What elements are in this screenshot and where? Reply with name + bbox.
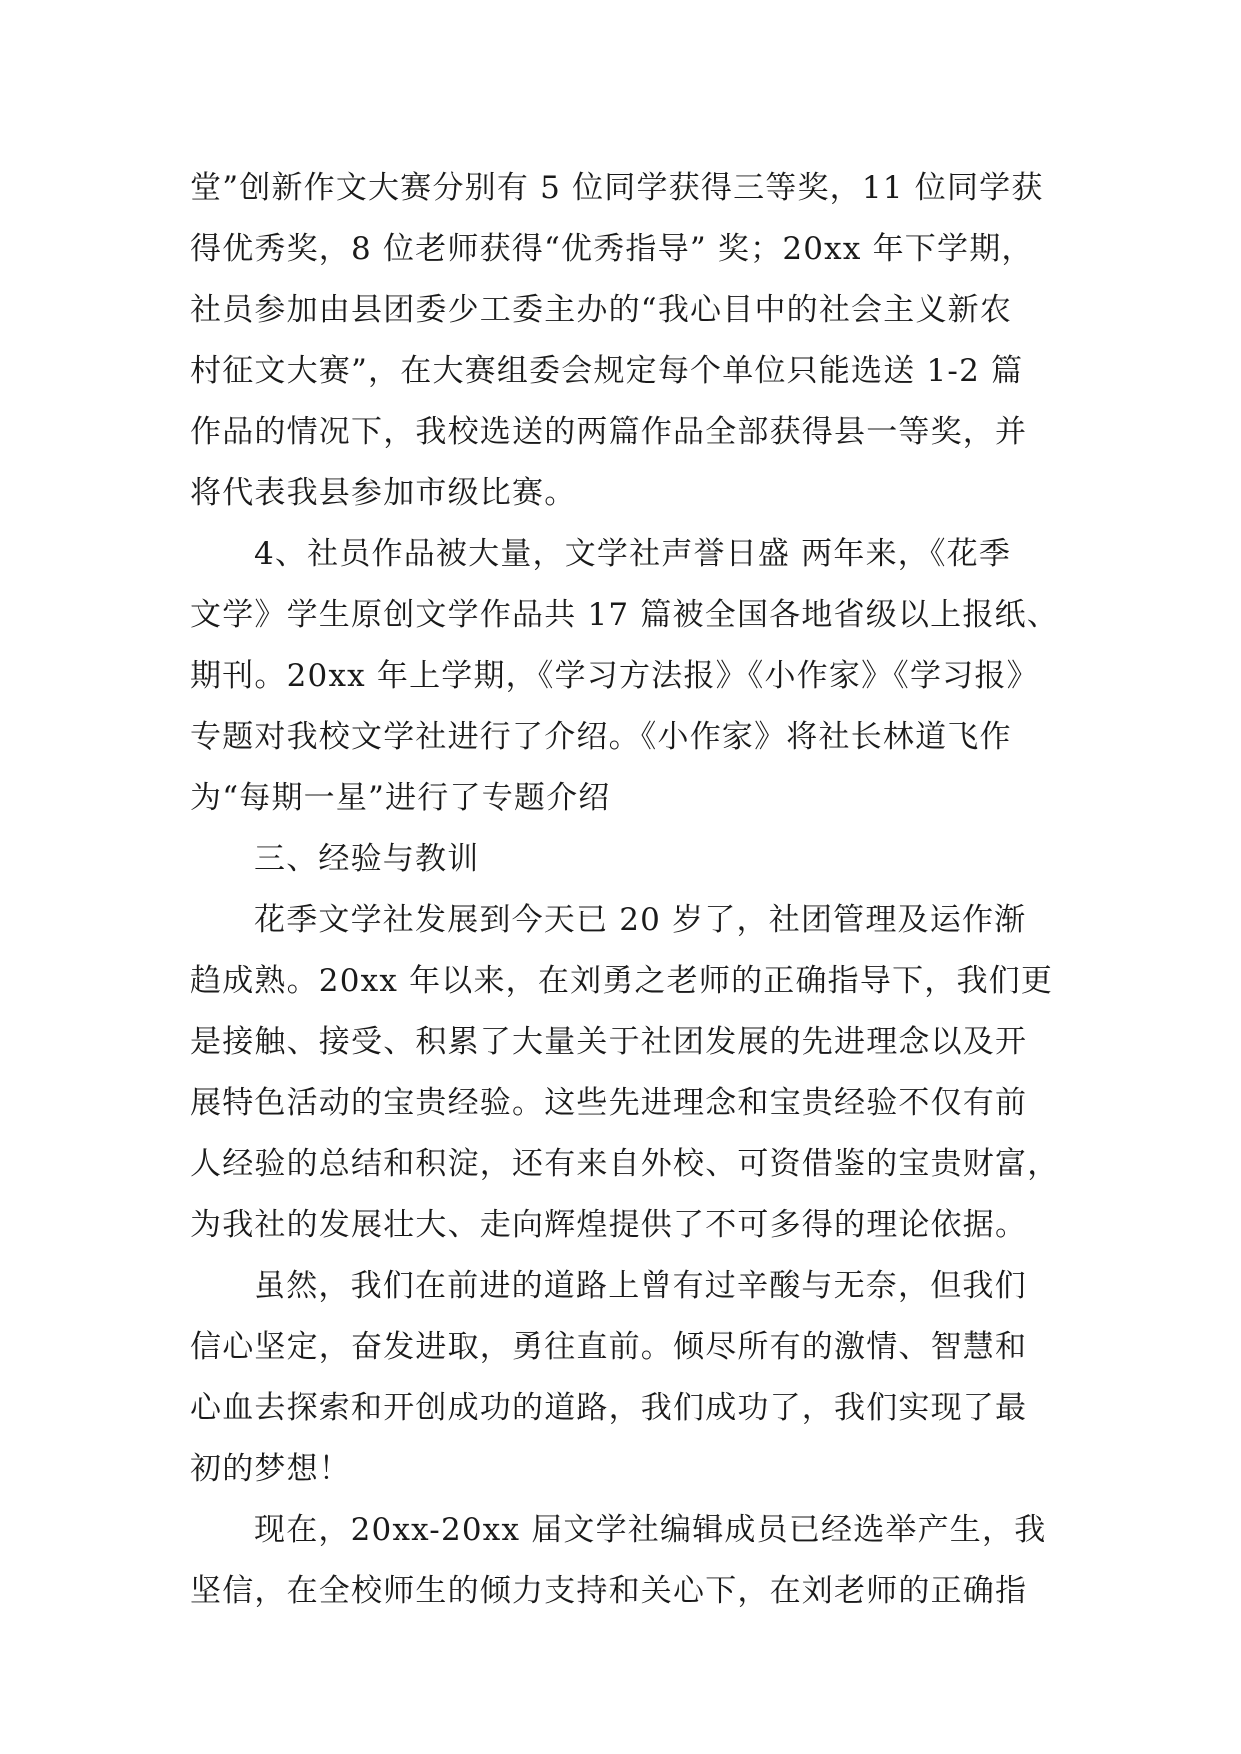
text-line: 得优秀奖，8 位老师获得“优秀指导” 奖；20xx 年下学期， (190, 231, 1034, 267)
text-line: 坚信，在全校师生的倾力支持和关心下，在刘老师的正确指 (190, 1573, 1028, 1609)
text-line: 4、社员作品被大量，文学社声誉日盛 两年来，《花季 (254, 536, 1012, 572)
text-line: 村征文大赛”，在大赛组委会规定每个单位只能选送 1-2 篇 (190, 353, 1024, 389)
text-line: 文学》学生原创文学作品共 17 篇被全国各地省级以上报纸、 (190, 597, 1059, 633)
text-line: 花季文学社发展到今天已 20 岁了，社团管理及运作渐 (254, 902, 1027, 938)
text-line: 为我社的发展壮大、走向辉煌提供了不可多得的理论依据。 (190, 1207, 1028, 1243)
text-line: 堂”创新作文大赛分别有 5 位同学获得三等奖，11 位同学获 (190, 170, 1044, 206)
text-line: 心血去探索和开创成功的道路，我们成功了，我们实现了最 (190, 1390, 1028, 1426)
text-line: 作品的情况下，我校选送的两篇作品全部获得县一等奖，并 (190, 414, 1028, 450)
text-line: 为“每期一星”进行了专题介绍 (190, 780, 611, 816)
text-line: 三、经验与教训 (254, 841, 480, 877)
text-line: 将代表我县参加市级比赛。 (190, 475, 577, 511)
text-line: 人经验的总结和积淀，还有来自外校、可资借鉴的宝贵财富， (190, 1146, 1060, 1182)
text-line: 虽然，我们在前进的道路上曾有过辛酸与无奈，但我们 (254, 1268, 1027, 1304)
text-line: 信心坚定，奋发进取，勇往直前。倾尽所有的激情、智慧和 (190, 1329, 1028, 1365)
text-line: 展特色活动的宝贵经验。这些先进理念和宝贵经验不仅有前 (190, 1085, 1028, 1121)
document-body (190, 158, 1060, 1622)
text-line: 专题对我校文学社进行了介绍。《小作家》将社长林道飞作 (190, 719, 1012, 755)
text-line: 社员参加由县团委少工委主办的“我心目中的社会主义新农 (190, 292, 1013, 328)
text-line: 是接触、接受、积累了大量关于社团发展的先进理念以及开 (190, 1024, 1028, 1060)
text-line: 现在，20xx-20xx 届文学社编辑成员已经选举产生，我 (254, 1512, 1047, 1548)
text-line: 初的梦想！ (190, 1451, 351, 1487)
text-line: 趋成熟。20xx 年以来，在刘勇之老师的正确指导下，我们更 (190, 963, 1054, 999)
text-line: 期刊。20xx 年上学期，《学习方法报》《小作家》《学习报》 (190, 658, 1039, 694)
